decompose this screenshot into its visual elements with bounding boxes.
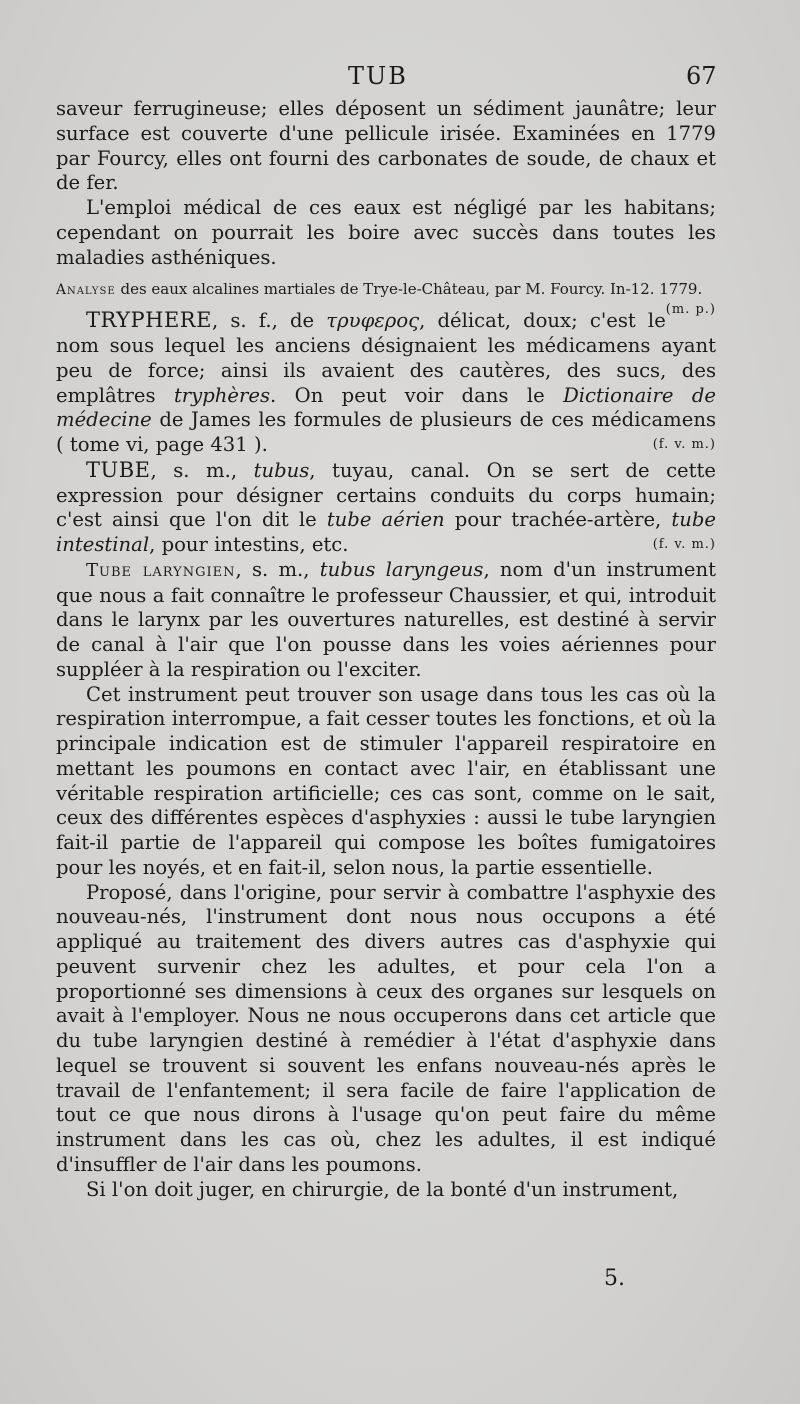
entry-grammar: , s. m., xyxy=(150,458,254,482)
signature-mark: 5. xyxy=(604,1266,625,1291)
entry-grammar: , s. f., de xyxy=(211,309,327,333)
entry-text: , pour intestins, etc. xyxy=(149,533,349,556)
entry-italic: tubus xyxy=(253,458,310,482)
running-title: TUB xyxy=(348,62,408,90)
entry-italic: tube intestinal xyxy=(56,508,717,556)
paragraph-propose: Proposé, dans l'origine, pour servir à combattre l'asphyxie des nouveau-nés, l'instrument dont nous nous occupons a été appliqué au traitement des divers autres cas d'asphyxie qui peuvent survenir chez les adultes, et pour cela l'on a proportionné ses dimensions à ceux des organes sur lesquels on avait à l'employer. Nous ne nous occuperons dans cet article que du tube laryngien destiné à remédier à l'état d'asphyxie dans lequel se trouvent si souvent les enfans nouveau-nés après le travail de l'enfantement; il sera facile de faire l'application de tout ce que nous dirons à l'usage qu'on peut faire du même instrument dans les cas où, chez les adultes, il est indiqué d'insuffler de l'air dans les poumons. xyxy=(56,880,716,1176)
bibliography-text: des eaux alcalines martiales de Trye-le-Château, par M. Fourcy. In-12. 1779. xyxy=(115,280,703,299)
bibliography-entry xyxy=(56,279,716,318)
entry-tryphere xyxy=(56,308,716,458)
entry-tube xyxy=(56,458,716,558)
entry-term: TRYPHERE xyxy=(86,308,212,333)
entry-text: , nom d'un instrument que nous a fait connaître le professeur Chaussier, et qui, introduit dans le larynx par les ouvertures naturelles, est destiné à servir de canal à l'air que l'on pousse dans les voies aériennes pour suppléer à la respiration ou l'exciter. xyxy=(56,557,716,681)
author-signature: (f. v. m.) xyxy=(652,437,716,452)
paragraph-emploi: L'emploi médical de ces eaux est négligé par les habitans; cependant on pourrait les boire avec succès dans toutes les maladies asthéniques. xyxy=(56,196,716,269)
body-text xyxy=(56,97,716,1202)
entry-term: Tube laryngien xyxy=(86,559,236,581)
entry-text: . On peut voir dans le xyxy=(270,383,564,407)
entry-grammar: , s. m., xyxy=(235,557,320,581)
paragraph-continued: saveur ferrugineuse; elles déposent un sédiment jaunâtre; leur surface est couverte d'une pellicule irisée. Examinées en 1779 par Fourcy, elles ont fourni des carbonates de soude, de chaux et de fer. xyxy=(56,97,716,195)
page-number: 67 xyxy=(686,62,717,90)
page-header xyxy=(0,62,800,96)
entry-italic: tubus laryngeus xyxy=(319,557,484,581)
entry-italic: tube aérien xyxy=(326,508,445,532)
entry-text: , tuyau, canal. On se sert de cette expression pour désigner certains conduits du corps humain; c'est ainsi que l'on dit le xyxy=(56,458,716,532)
entry-text: de James les formules de plusieurs de ces médicamens ( tome vi, page 431 ). xyxy=(56,408,716,456)
entry-term: TUBE xyxy=(86,457,151,482)
paragraph-instrument: Cet instrument peut trouver son usage dans tous les cas où la respiration interrompue, a fait cesser toutes les fonctions, et où la principale indication est de stimuler l'appareil respiratoire en mettant les poumons en contact avec l'air, en établissant une véritable respiration artificielle; ces cas sont, comme on le sait, ceux des différentes espèces d'asphyxies : aussi le tube laryngien fait-il partie de l'appareil qui compose les boîtes fumigatoires pour les noyés, et en fait-il, selon nous, la partie essentielle. xyxy=(56,682,716,879)
entry-italic: tryphères xyxy=(173,383,271,407)
author-signature: (m. p.) xyxy=(665,302,716,318)
entry-tube-laryngien xyxy=(56,558,716,683)
bibliography-lead: Analyse xyxy=(56,282,116,299)
entry-italic: Dictionaire de médecine xyxy=(56,383,716,432)
greek-etymon: τρυφερος xyxy=(326,309,420,333)
paragraph-last: Si l'on doit juger, en chirurgie, de la bonté d'un instrument, xyxy=(86,1177,679,1201)
author-signature: (f. v. m.) xyxy=(652,537,716,552)
entry-text: pour trachée-artère, xyxy=(444,508,672,532)
entry-text: , délicat, doux; c'est le nom sous lequel les anciens désignaient les médicamens ayant peu de force; ainsi ils avaient des cautères, des sucs, des emplâtres xyxy=(56,309,716,407)
